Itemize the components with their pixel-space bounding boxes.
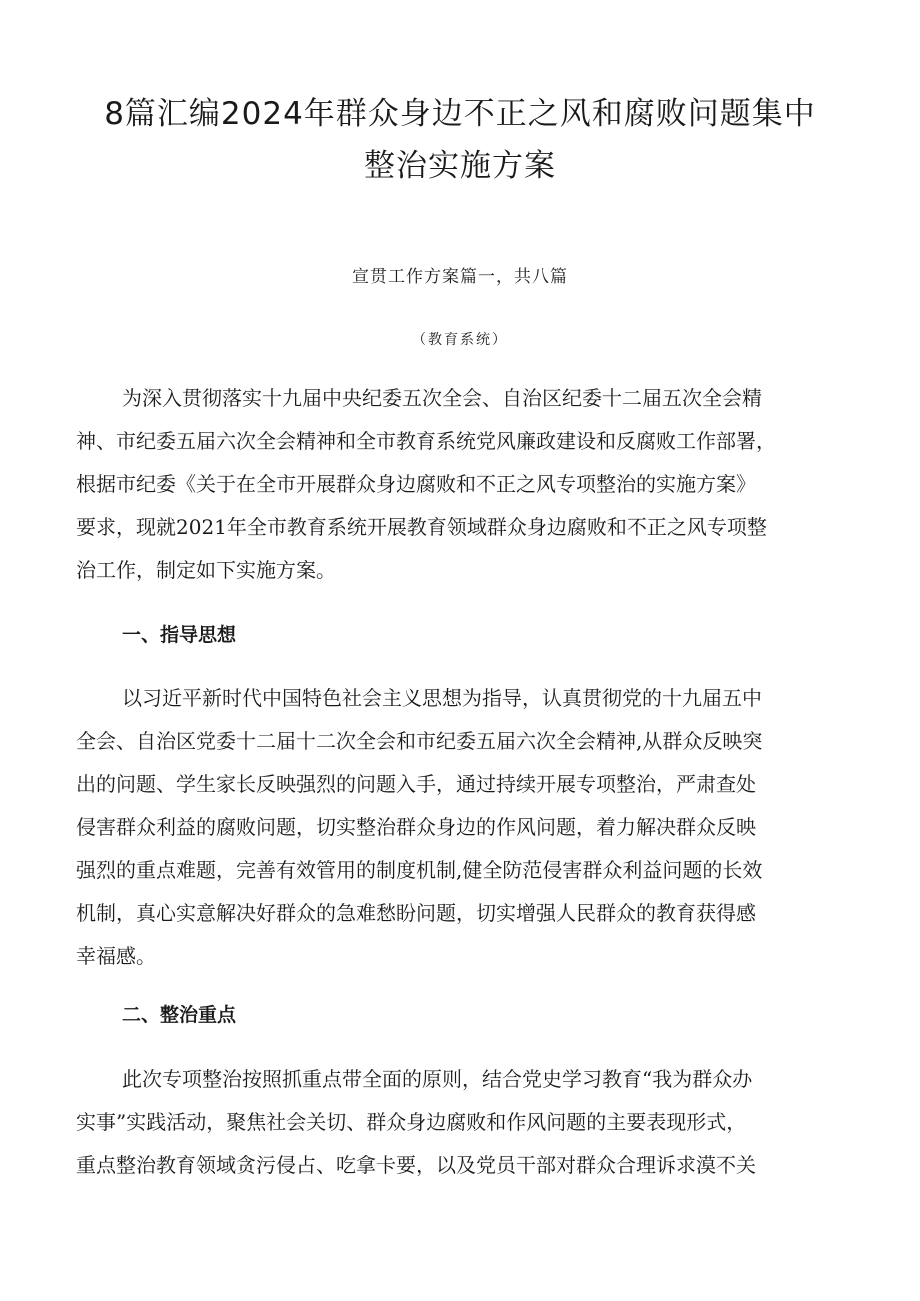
document-title-line-1: 8篇汇编2024年群众身边不正之风和腐败问题集中: [104, 96, 816, 132]
section-2-line: 重点整治教育领域贪污侵占、吃拿卡要，以及党员干部对群众合理诉求漠不关: [76, 1153, 756, 1177]
section-1-line: 全会、自治区党委十二届十二次全会和市纪委五届六次全会精神,从群众反映突: [76, 729, 763, 753]
intro-line: 要求，现就2021年全市教育系统开展教育领域群众身边腐败和不正之风专项整: [76, 515, 767, 539]
document-category: （教育系统）: [412, 332, 508, 348]
intro-line: 根据市纪委《关于在全市开展群众身边腐败和不正之风专项整治的实施方案》: [76, 472, 756, 496]
section-1-line: 以习近平新时代中国特色社会主义思想为指导，认真贯彻党的十九届五中: [122, 686, 762, 710]
section-1-line: 幸福感。: [76, 944, 156, 968]
document-subtitle: 宣贯工作方案篇一，共八篇: [352, 267, 568, 287]
section-1-line: 出的问题、学生家长反映强烈的问题入手，通过持续开展专项整治，严肃查处: [76, 772, 756, 796]
section-1-line: 机制，真心实意解决好群众的急难愁盼问题，切实增强人民群众的教育获得感: [76, 901, 756, 925]
section-1-line: 强烈的重点难题，完善有效管用的制度机制,健全防范侵害群众利益问题的长效: [76, 858, 763, 882]
section-2-line: 此次专项整治按照抓重点带全面的原则，结合党史学习教育“我为群众办: [122, 1067, 753, 1091]
section-2-heading: 二、整治重点: [122, 1004, 237, 1026]
intro-line: 为深入贯彻落实十九届中央纪委五次全会、自治区纪委十二届五次全会精: [122, 386, 762, 410]
intro-line: 治工作，制定如下实施方案。: [76, 558, 336, 582]
section-1-line: 侵害群众利益的腐败问题，切实整治群众身边的作风问题，着力解决群众反映: [76, 815, 756, 839]
intro-line: 神、市纪委五届六次全会精神和全市教育系统党风廉政建设和反腐败工作部署，: [76, 429, 776, 453]
section-2-line: 实事”实践活动，聚焦社会关切、群众身边腐败和作风问题的主要表现形式，: [76, 1110, 747, 1134]
section-1-heading: 一、指导思想: [122, 624, 237, 646]
document-title-line-2: 整治实施方案: [364, 148, 556, 184]
